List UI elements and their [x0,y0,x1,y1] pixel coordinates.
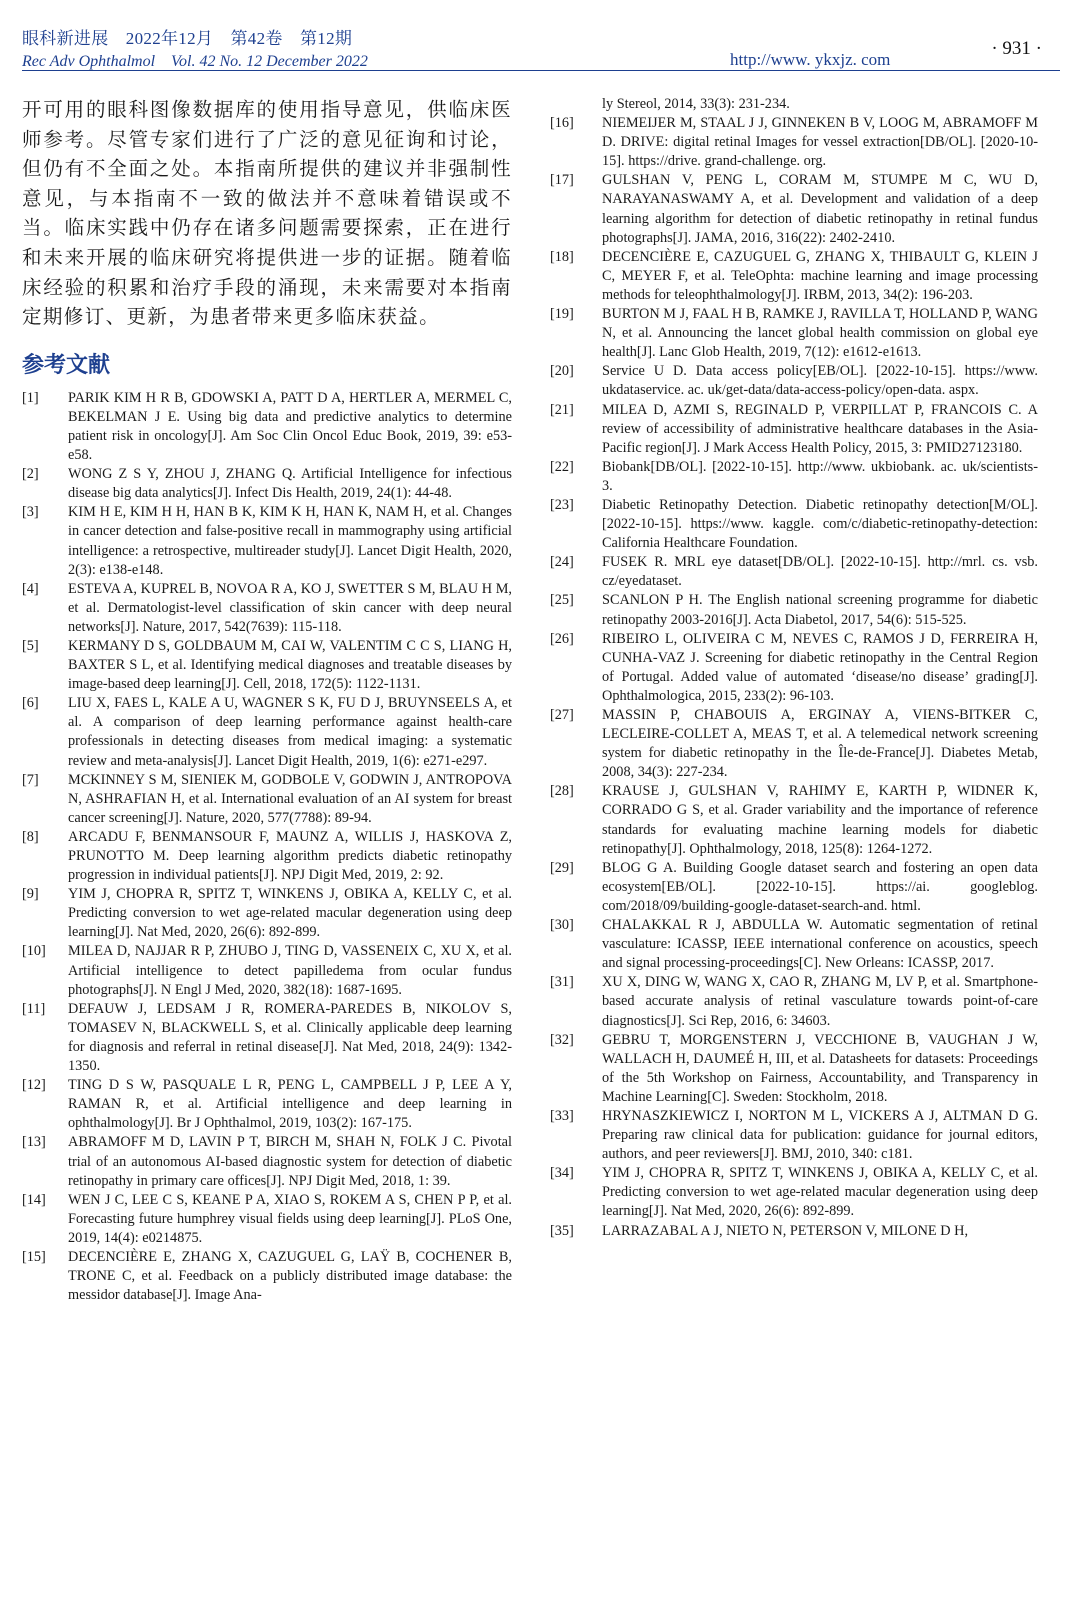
header-rule [22,70,1060,71]
reference-item [550,458,1038,496]
reference-continuation: ly Stereol, 2014, 33(3): 231-234. [602,96,790,112]
reference-item [550,782,1038,858]
journal-title-en: Rec Adv Ophthalmol Vol. 42 No. 12 December 2022 [22,53,368,70]
reference-text: ESTEVA A, KUPREL B, NOVOA R A, KO J, SWETTER S M, BLAU H M, et al. Dermatologist-level classification of skin cancer with deep neural networks[J]. Nature, 2017, 542(7639): 115-118. [68,580,512,635]
reference-text: SCANLON P H. The English national screening programme for diabetic retinopathy 2003-2016[J]. Acta Diabetol, 2017, 54(6): 515-525. [602,592,1038,628]
reference-item [22,637,512,694]
reference-number: [16] [550,115,574,132]
reference-number: [22] [550,458,574,475]
reference-text: KRAUSE J, GULSHAN V, RAHIMY E, KARTH P, WIDNER K, CORRADO G S, et al. Grader variability and the importance of reference standards for evaluating machine learning models for diabetic retinopathy[J]. Ophthalmology, 2018, 125(8): 1264-1272. [602,783,1038,857]
reference-item [550,171,1038,247]
reference-text: MILEA D, AZMI S, REGINALD P, VERPILLAT P, FRANCOIS C. A review of accessibility of administrative healthcare databases in the Asia-Pacific region[J]. J Mark Access Health Policy, 2015, 3: PMID27123180. [602,401,1038,456]
reference-text: LIU X, FAES L, KALE A U, WAGNER S K, FU D J, BRUYNSEELS A, et al. A comparison of deep learning performance against health-care professionals in detecting diseases from medical imaging: a systematic review and meta-analysis[J]. Lancet Digit Health, 2019, 1(6): e271-e297. [68,695,512,769]
reference-item [22,465,512,503]
reference-item [22,389,512,465]
reference-list-left [22,389,512,1306]
reference-text: ABRAMOFF M D, LAVIN P T, BIRCH M, SHAH N, FOLK J C. Pivotal trial of an autonomous AI-based diagnostic system for detection of diabetic retinopathy in primary care offices[J]. NPJ Digit Med, 2018, 1: 39. [68,1134,512,1189]
reference-item [550,973,1038,1030]
reference-item [550,859,1038,916]
reference-item [22,942,512,999]
reference-number: [23] [550,496,574,513]
reference-text: BURTON M J, FAAL H B, RAMKE J, RAVILLA T, HOLLAND P, WANG N, et al. Announcing the lancet global health commission on global eye health[J]. Lanc Glob Health, 2019, 7(12): e1612-e1613. [602,306,1038,361]
reference-number: [6] [22,695,39,712]
reference-item [550,706,1038,782]
reference-number: [7] [22,771,39,788]
reference-item [22,1248,512,1305]
intro-paragraph: 开可用的眼科图像数据库的使用指导意见，供临床医师参考。尽管专家们进行了广泛的意见征询和讨论，但仍有不全面之处。本指南所提供的建议并非强制性意见，与本指南不一致的做法并不意味着错误或不当。临床实践中仍存在诸多问题需要探索，正在进行和未来开展的临床研究将提供进一步的证据。随着临床经验的积累和治疗手段的涌现，未来需要对本指南定期修订、更新，为患者带来更多临床获益。 [22,98,512,329]
reference-text: DEFAUW J, LEDSAM J R, ROMERA-PAREDES B, NIKOLOV S, TOMASEV N, BLACKWELL S, et al. Clinically applicable deep learning for diagnosis and referral in retinal disease[J]. Nat Med, 2018, 24(9): 1342-1350. [68,1000,512,1075]
reference-item [22,580,512,637]
reference-number: [11] [22,1000,46,1017]
reference-item [550,916,1038,973]
reference-number: [31] [550,974,574,991]
reference-text: GULSHAN V, PENG L, CORAM M, STUMPE M C, WU D, NARAYANASWAMY A, et al. Development and validation of a deep learning algorithm for detection of diabetic retinopathy in retinal fundus photographs[J]. JAMA, 2016, 316(22): 2402-2410. [602,172,1038,246]
reference-number: [13] [22,1134,46,1151]
page-header [22,24,1060,72]
reference-item [22,1076,512,1133]
reference-number: [30] [550,917,574,934]
reference-item [550,1222,1038,1241]
reference-number: [2] [22,466,39,483]
reference-number: [10] [22,943,46,960]
reference-text: KERMANY D S, GOLDBAUM M, CAI W, VALENTIM C C S, LIANG H, BAXTER S L, et al. Identifying medical diagnoses and treatable diseases by image-based deep learning[J]. Cell, 2018, 172(5): 1122-1131. [68,637,512,693]
reference-item [550,496,1038,553]
reference-item [550,1107,1038,1164]
reference-item [22,503,512,579]
journal-title-cn: 眼科新进展 2022年12月 第42卷 第12期 [22,29,353,48]
reference-number: [5] [22,637,39,654]
reference-text: FUSEK R. MRL eye dataset[DB/OL]. [2022-10-15]. http://mrl. cs. vsb. cz/eyedataset. [602,554,1038,590]
reference-number: [34] [550,1165,574,1182]
reference-number: [27] [550,707,574,723]
reference-number: [18] [550,248,574,265]
reference-text: HRYNASZKIEWICZ I, NORTON M L, VICKERS A J, ALTMAN D G. Preparing raw clinical data for publication: guidance for journal editors, authors, and peer reviewers[J]. BMJ, 2010, 340: c181. [602,1107,1038,1163]
reference-text: ARCADU F, BENMANSOUR F, MAUNZ A, WILLIS J, HASKOVA Z, PRUNOTTO M. Deep learning algorithm predicts diabetic retinopathy progression in individual patients[J]. NPJ Digit Med, 2019, 2: 92. [68,828,512,884]
reference-number: [26] [550,630,574,647]
reference-item [22,1191,512,1248]
reference-text: Diabetic Retinopathy Detection. Diabetic retinopathy detection[M/OL]. [2022-10-15]. https://www. kaggle. com/c/diabetic-retinopathy-detection: California Healthcare Foundation. [602,496,1038,552]
reference-item [22,885,512,942]
reference-text: Biobank[DB/OL]. [2022-10-15]. http://www. ukbiobank. ac. uk/scientists-3. [602,458,1038,494]
reference-number: [20] [550,363,574,380]
reference-text: WONG Z S Y, ZHOU J, ZHANG Q. Artificial Intelligence for infectious disease big data analytics[J]. Infect Dis Health, 2019, 24(1): 44-48. [68,466,512,502]
reference-item [550,1164,1038,1221]
reference-item [22,1133,512,1190]
reference-number: [9] [22,886,39,903]
journal-url[interactable]: http://www. ykxjz. com [730,50,891,69]
reference-number: [14] [22,1191,46,1208]
reference-item [550,401,1038,458]
reference-text: BLOG G A. Building Google dataset search and fostering an open data ecosystem[EB/OL]. [2022-10-15]. https://ai. googleblog. com/2018/09/building-google-dataset-search-and. html. [602,859,1038,914]
reference-item [22,771,512,828]
reference-number: [19] [550,306,574,323]
reference-number: [3] [22,504,39,521]
reference-text: PARIK KIM H R B, GDOWSKI A, PATT D A, HERTLER A, MERMEL C, BEKELMAN J E. Using big data and predictive analytics to determine patient risk in oncology[J]. Am Soc Clin Oncol Educ Book, 2019, 39: e53-e58. [68,389,512,464]
reference-item [22,828,512,885]
reference-number: [29] [550,859,574,876]
reference-number: [35] [550,1222,574,1239]
reference-list-right [550,114,1038,1241]
reference-item [550,553,1038,591]
reference-number: [32] [550,1031,574,1048]
reference-item [550,362,1038,400]
reference-number: [15] [22,1248,46,1265]
reference-number: [21] [550,401,574,418]
reference-text: LARRAZABAL A J, NIETO N, PETERSON V, MILONE D H, [602,1222,969,1239]
reference-item [550,591,1038,629]
reference-text: DECENCIÈRE E, ZHANG X, CAZUGUEL G, LAŸ B, COCHENER B, TRONE C, et al. Feedback on a publicly distributed image database: the messidor database[J]. Image Ana- [68,1248,512,1304]
reference-item [22,1000,512,1076]
reference-number: [25] [550,592,574,609]
left-column [22,95,512,1305]
reference-text: MASSIN P, CHABOUIS A, ERGINAY A, VIENS-BITKER C, LECLEIRE-COLLET A, MEAS T, et al. A telemedical network screening system for diabetic retinopathy in the Île-de-France[J]. Diabetes Metab, 2008, 34(3): 227-234. [602,707,1038,781]
reference-item [550,305,1038,362]
reference-text: MCKINNEY S M, SIENIEK M, GODBOLE V, GODWIN J, ANTROPOVA N, ASHRAFIAN H, et al. International evaluation of an AI system for breast cancer screening[J]. Nature, 2020, 577(7788): 89-94. [68,771,512,826]
reference-text: RIBEIRO L, OLIVEIRA C M, NEVES C, RAMOS J D, FERREIRA H, CUNHA-VAZ J. Screening for diabetic retinopathy in the Central Region of Portugal. Added value of automated ‘disease/no disease’ grading[J]. Ophthalmologica, 2015, 233(2): 96-103. [602,630,1038,704]
page-number: · 931 · [991,38,1042,59]
reference-number: [24] [550,554,574,571]
reference-text: Service U D. Data access policy[EB/OL]. [2022-10-15]. https://www. ukdataservice. ac. uk/get-data/data-access-policy/open-data. aspx. [602,363,1038,399]
right-column [550,95,1038,1241]
reference-number: [17] [550,172,574,189]
reference-text: YIM J, CHOPRA R, SPITZ T, WINKENS J, OBIKA A, KELLY C, et al. Predicting conversion to wet age-related macular degeneration using deep learning[J]. Nat Med, 2020, 26(6): 892-899. [602,1165,1038,1220]
reference-item [550,630,1038,706]
reference-item [22,694,512,770]
references-heading: 参考文献 [22,352,111,378]
reference-text: CHALAKKAL R J, ABDULLA W. Automatic segmentation of retinal vasculature: ICASSP, IEEE international conference on acoustics, speech and signal processing-proceedings[C]. New Orleans: ICASSP, 2017. [602,917,1038,972]
reference-text: WEN J C, LEE C S, KEANE P A, XIAO S, ROKEM A S, CHEN P P, et al. Forecasting future humphrey visual fields using deep learning[J]. PLoS One, 2019, 14(4): e0214875. [68,1191,512,1246]
reference-text: DECENCIÈRE E, CAZUGUEL G, ZHANG X, THIBAULT G, KLEIN J C, MEYER F, et al. TeleOphta: machine learning and image processing methods for teleophthalmology[J]. IRBM, 2013, 34(2): 196-203. [602,248,1038,303]
reference-item [550,248,1038,305]
reference-text: GEBRU T, MORGENSTERN J, VECCHIONE B, VAUGHAN J W, WALLACH H, DAUMEÉ H, III, et al. Datasheets for datasets: Proceedings of the 5th Workshop on Fairness, Accountability, and Transparency in Machine Learning[C]. Sweden: Stockholm, 2018. [602,1031,1038,1105]
reference-text: KIM H E, KIM H H, HAN B K, KIM K H, HAN K, NAM H, et al. Changes in cancer detection and false-positive recall in mammography using artificial intelligence: a retrospective, multireader study[J]. Lancet Digit Health, 2020, 2(3): e138-e148. [68,504,512,578]
reference-number: [8] [22,828,39,845]
reference-text: YIM J, CHOPRA R, SPITZ T, WINKENS J, OBIKA A, KELLY C, et al. Predicting conversion to wet age-related macular degeneration using deep learning[J]. Nat Med, 2020, 26(6): 892-899. [68,886,512,941]
reference-number: [12] [22,1077,46,1094]
reference-text: NIEMEIJER M, STAAL J J, GINNEKEN B V, LOOG M, ABRAMOFF M D. DRIVE: digital retinal Images for vessel extraction[DB/OL]. [2020-10-15]. https://drive. grand-challenge. org. [602,115,1038,170]
reference-text: TING D S W, PASQUALE L R, PENG L, CAMPBELL J P, LEE A Y, RAMAN R, et al. Artificial intelligence and deep learning in ophthalmology[J]. Br J Ophthalmol, 2019, 103(2): 167-175. [68,1077,512,1132]
reference-item [550,1031,1038,1107]
reference-number: [33] [550,1107,574,1124]
reference-number: [1] [22,389,39,406]
reference-text: XU X, DING W, WANG X, CAO R, ZHANG M, LV P, et al. Smartphone-based accurate analysis of retinal vasculature towards point-of-care diagnostics[J]. Sci Rep, 2016, 6: 34603. [602,974,1038,1029]
reference-text: MILEA D, NAJJAR R P, ZHUBO J, TING D, VASSENEIX C, XU X, et al. Artificial intelligence to detect papilledema from ocular fundus photographs[J]. N Engl J Med, 2020, 382(18): 1687-1695. [68,943,512,998]
reference-number: [4] [22,580,39,597]
reference-number: [28] [550,783,574,800]
reference-item [550,114,1038,171]
